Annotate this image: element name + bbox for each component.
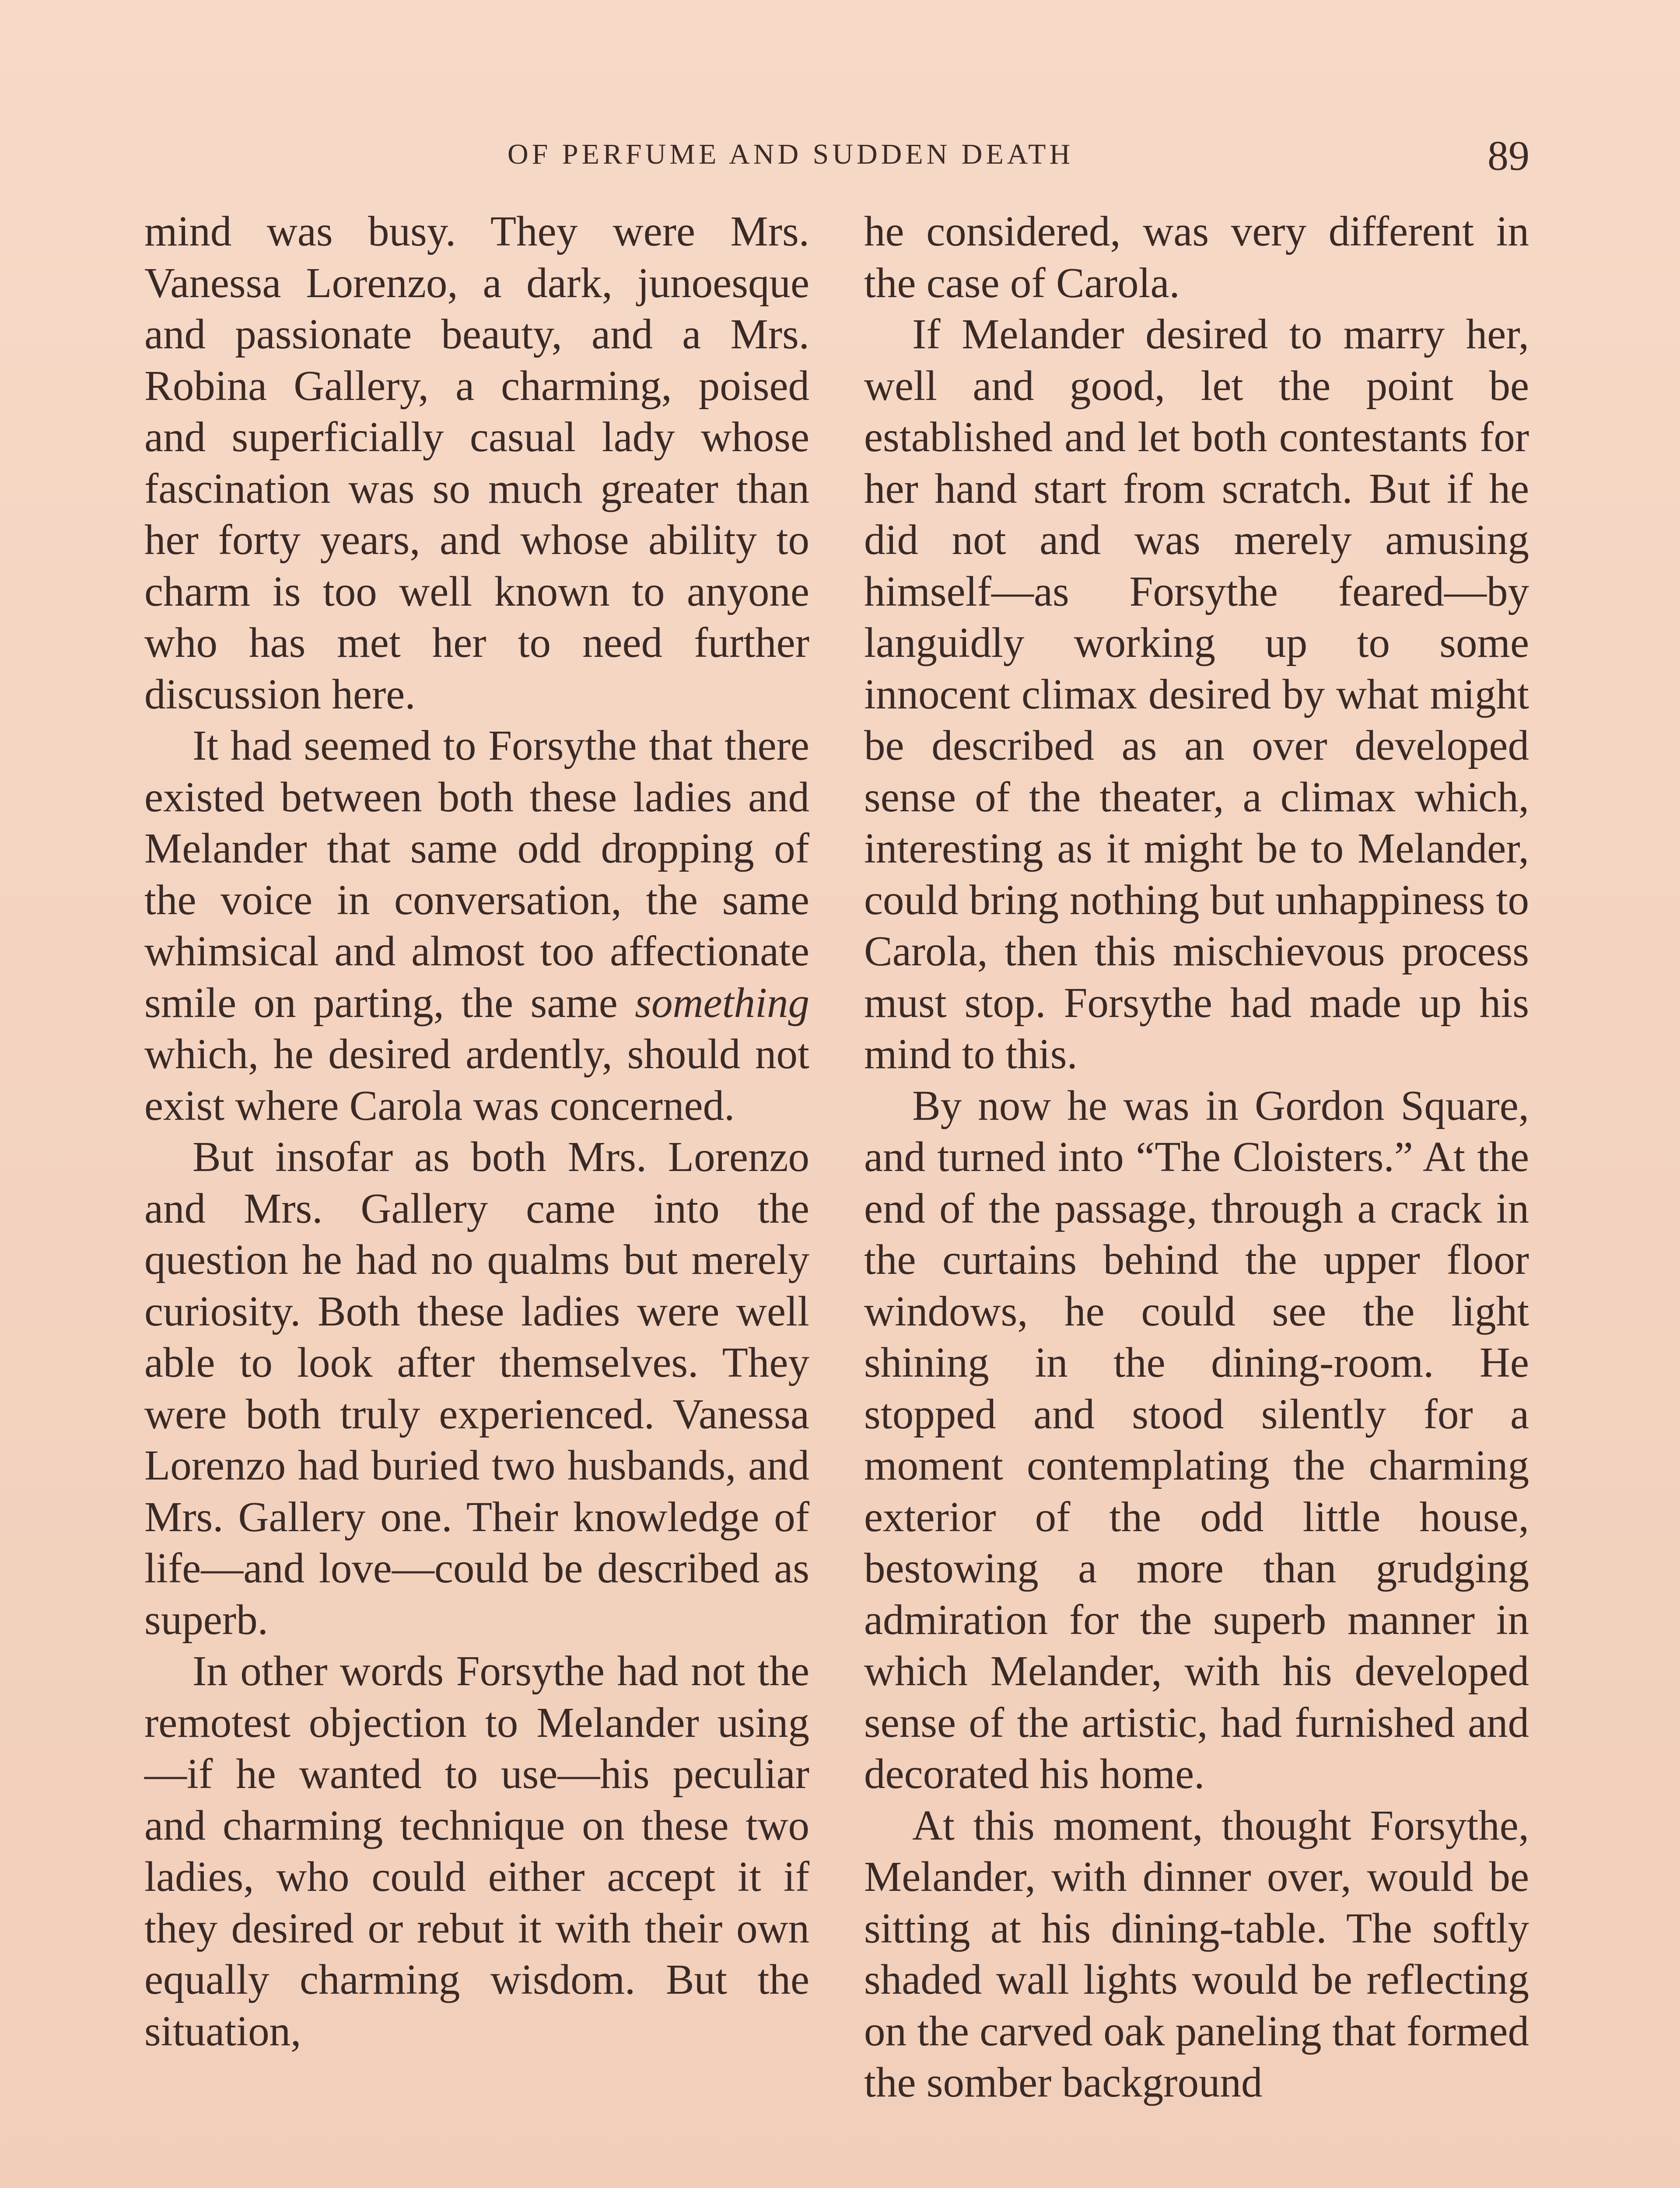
left-paragraph-4: In other words Forsythe had not the remotest objection to Melander using—if he wanted to use—his peculiar and charming technique on these two ladies, who could either accept it if they desired or rebut it with their own equally charming wisdom. But the situation, bbox=[144, 1648, 809, 2055]
right-paragraph-2: If Melander desired to marry her, well and good, let the point be established and let both contestants for her hand start from scratch. But if he did not and was merely amusing himself—as Forsythe feared—by languidly working up to some innocent climax desired by what might be described as an over developed sense of the theater, a climax which, interesting as it might be to Melander, could bring nothing but unhappiness to Carola, then this mischievous process must stop. Forsythe had made up his mind to this. bbox=[864, 311, 1529, 1077]
right-paragraph-3: By now he was in Gordon Square, and turned into “The Cloisters.” At the end of the passage, through a crack in the curtains behind the upper floor windows, he could see the light shining in the dining-room. He stopped and stood silently for a moment contemplating the charming exterior of the odd little house, bestowing a more than grudging admiration for the superb manner in which Melander, with his developed sense of the artistic, had furnished and decorated his home. bbox=[864, 1082, 1529, 1797]
left-paragraph-2 bbox=[144, 720, 809, 1131]
running-head: OF PERFUME AND SUDDEN DEATH bbox=[508, 138, 1074, 170]
page-number: 89 bbox=[1488, 132, 1530, 179]
right-paragraph-1: he considered, was very different in the case of Carola. bbox=[864, 208, 1529, 306]
emphasis-something: something bbox=[635, 979, 809, 1026]
left-column bbox=[144, 206, 809, 2057]
left-paragraph-1: mind was busy. They were Mrs. Vanessa Lorenzo, a dark, junoesque and passionate beauty, and a Mrs. Robina Gallery, a charming, poised and superficially casual lady whose fascination was so much greater than her forty years, and whose ability to charm is too well known to anyone who has met her to need further discussion here. bbox=[144, 208, 809, 718]
left-paragraph-3: But insofar as both Mrs. Lorenzo and Mrs. Gallery came into the question he had no qualms but merely curiosity. Both these ladies were well able to look after themselves. They were both truly experienced. Vanessa Lorenzo had buried two husbands, and Mrs. Gallery one. Their knowledge of life—and love—could be described as superb. bbox=[144, 1133, 809, 1643]
left-paragraph-2-text-b: which, he desired ardently, should not exist where Carola was concerned. bbox=[144, 1031, 809, 1129]
right-paragraph-4: At this moment, thought Forsythe, Melander, with dinner over, would be sitting at his dining-table. The softly shaded wall lights would be reflecting on the carved oak paneling that formed the somber background bbox=[864, 1802, 1529, 2106]
left-paragraph-2-text-a: It had seemed to Forsythe that there existed between both these ladies and Melander that same odd dropping of the voice in conversation, the same whimsical and almost too affectionate smile on parting, the same bbox=[144, 722, 809, 1026]
right-column bbox=[864, 206, 1529, 2108]
